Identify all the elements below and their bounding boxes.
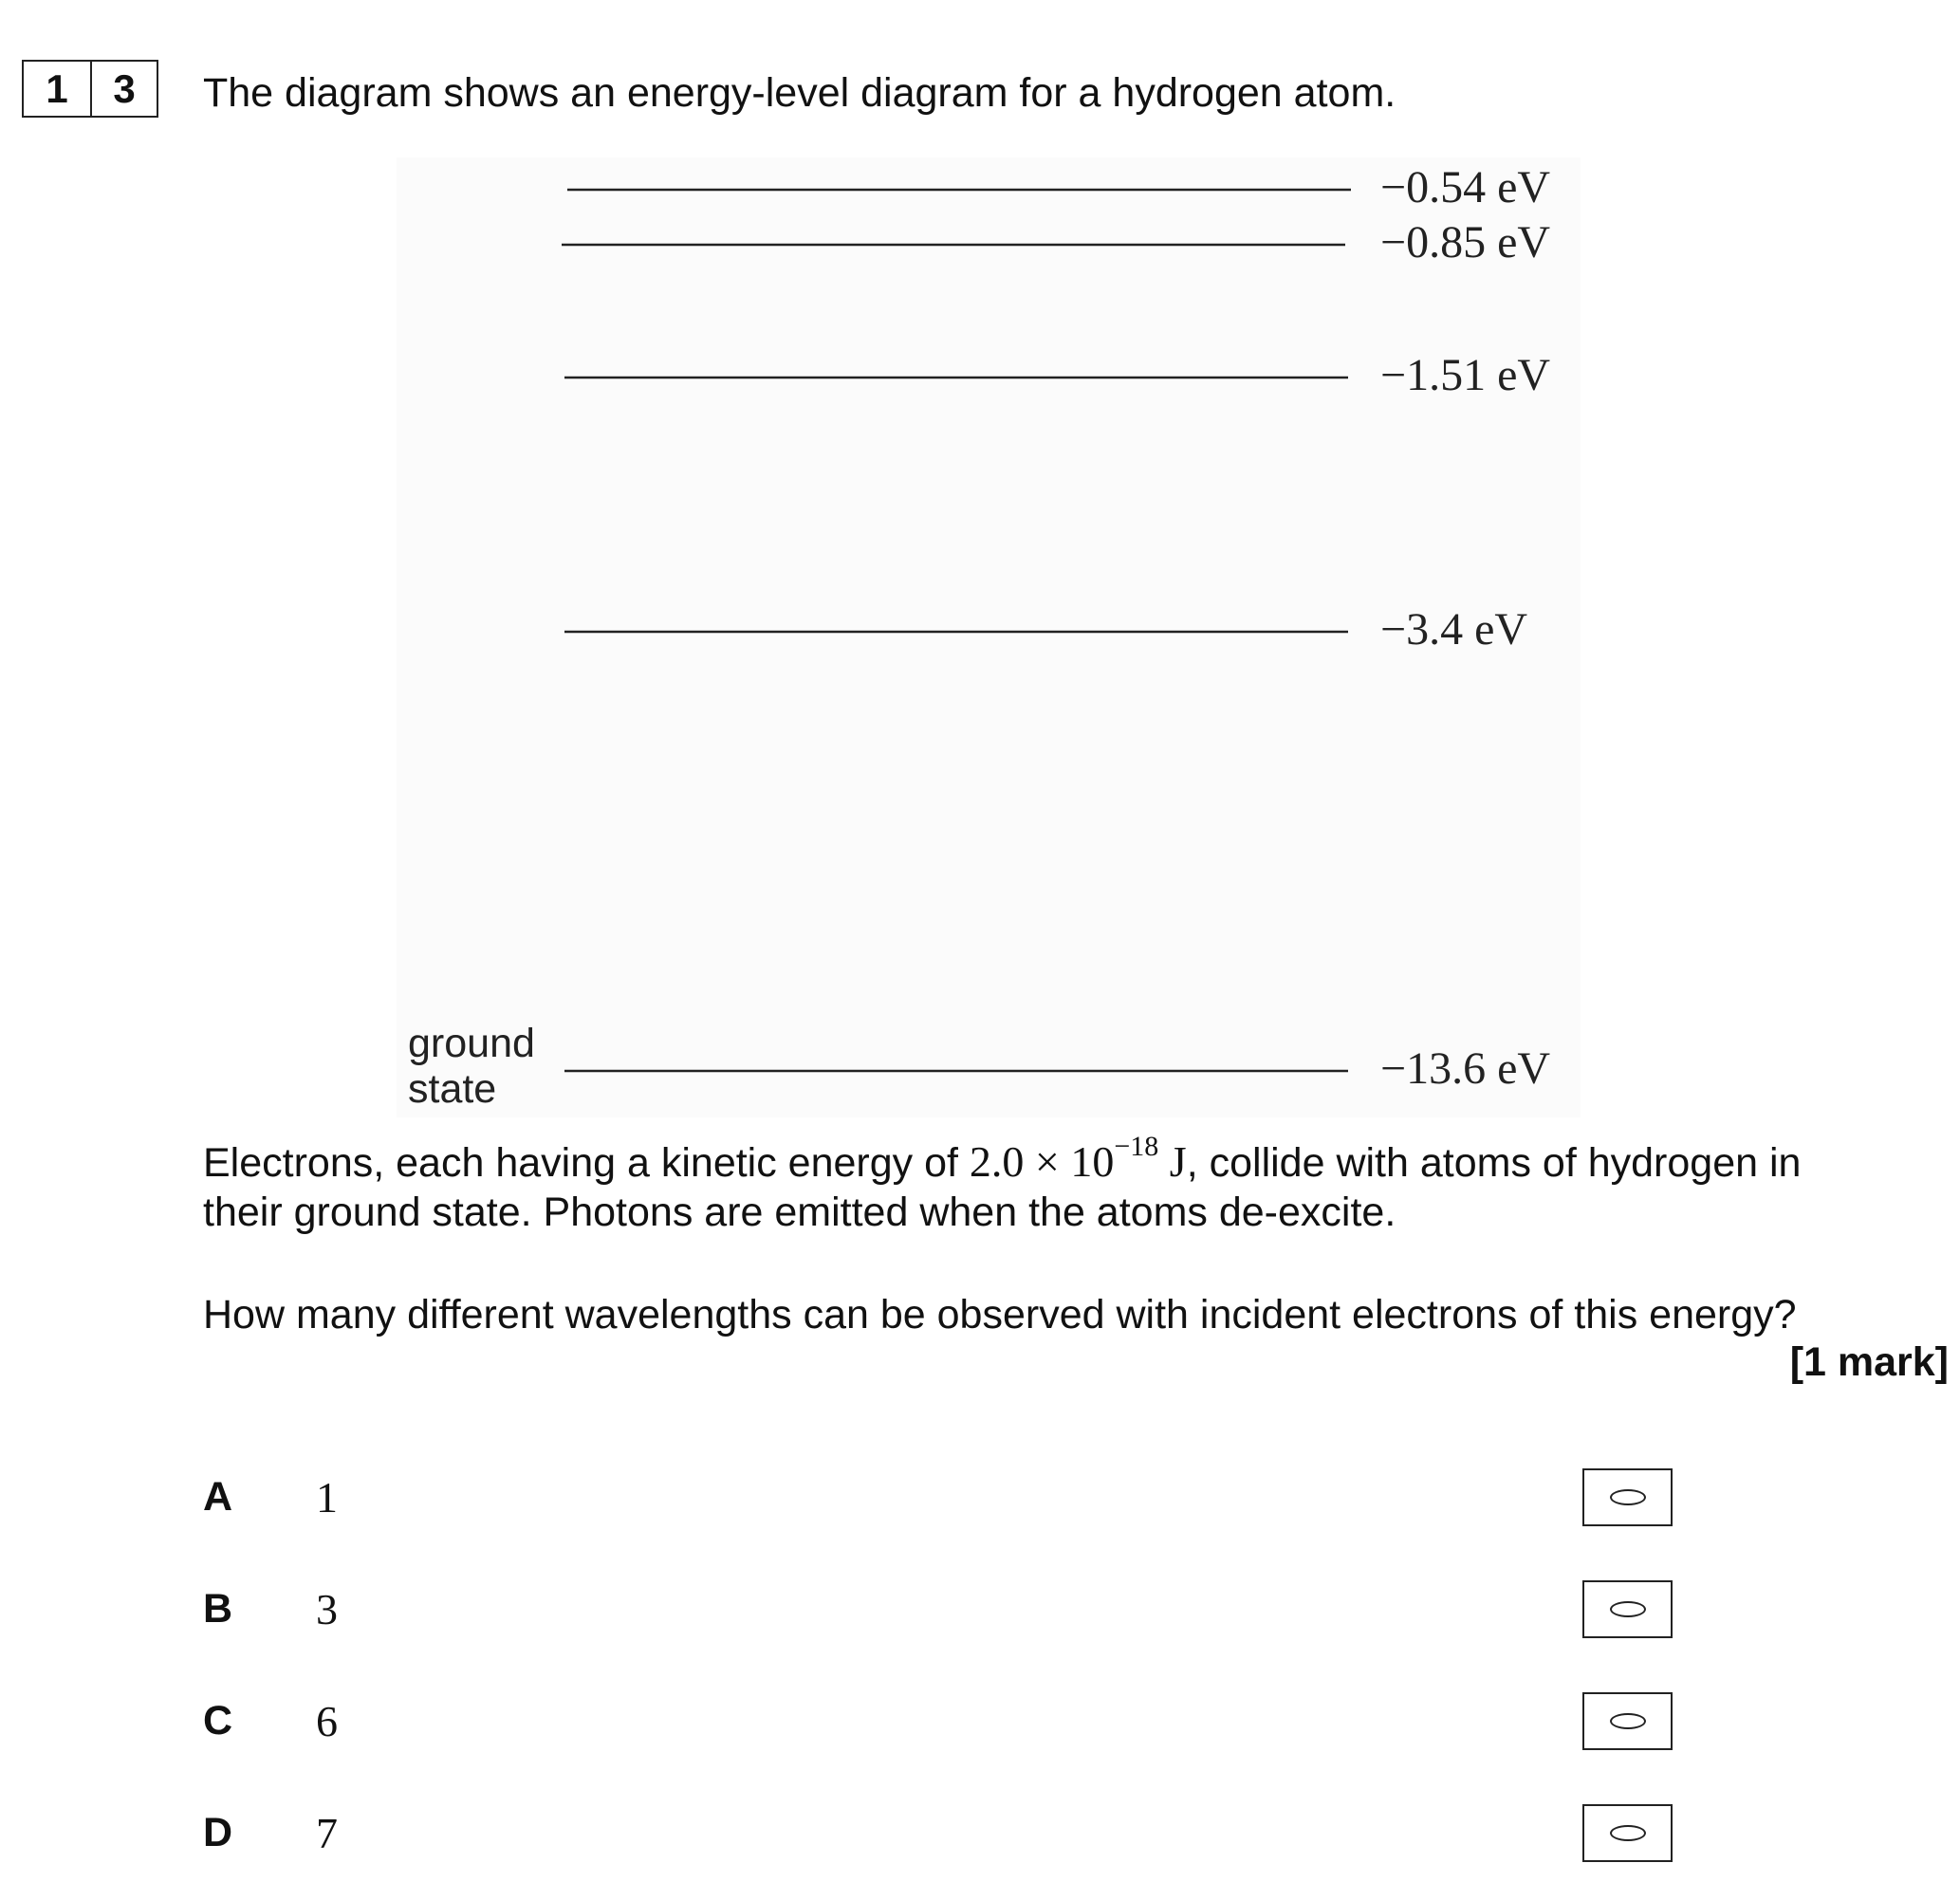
- answer-oval-icon: [1610, 1489, 1646, 1505]
- math-value: 2.0 × 10: [969, 1137, 1115, 1186]
- paragraph-line-2: their ground state. Photons are emitted when the atoms de-excite.: [203, 1190, 1396, 1235]
- option-d-answer-box[interactable]: [1582, 1804, 1673, 1862]
- level-label-1: −0.85 eV: [1380, 217, 1551, 267]
- ground-state-label-line1: ground: [408, 1021, 535, 1066]
- answer-oval-icon: [1610, 1601, 1646, 1617]
- level-label-3: −3.4 eV: [1380, 604, 1528, 655]
- option-a-answer-box[interactable]: [1582, 1468, 1673, 1526]
- option-letter: A: [203, 1474, 233, 1520]
- ground-state-label: [408, 1021, 535, 1112]
- option-letter: C: [203, 1698, 233, 1743]
- level-label-ground: −13.6 eV: [1380, 1043, 1551, 1094]
- question-number-digit-2: 3: [90, 62, 157, 116]
- option-c-answer-box[interactable]: [1582, 1692, 1673, 1750]
- marks-label: [1 mark]: [1789, 1339, 1949, 1385]
- level-label-0: −0.54 eV: [1380, 162, 1551, 212]
- level-label-2: −1.51 eV: [1380, 350, 1551, 400]
- option-value: 3: [316, 1585, 338, 1633]
- option-letter: D: [203, 1810, 233, 1855]
- ground-state-label-line2: state: [408, 1066, 497, 1112]
- paragraph-line-1: [203, 1131, 1802, 1192]
- option-value: 1: [316, 1473, 338, 1522]
- answer-oval-icon: [1610, 1825, 1646, 1841]
- option-value: 6: [316, 1697, 338, 1745]
- question-prompt: How many different wavelengths can be observed with incident electrons of this energy?: [203, 1292, 1797, 1337]
- option-b-answer-box[interactable]: [1582, 1580, 1673, 1638]
- question-number-digit-1: 1: [46, 65, 68, 111]
- question-intro: The diagram shows an energy-level diagram for a hydrogen atom.: [203, 70, 1396, 116]
- answer-oval-icon: [1610, 1713, 1646, 1729]
- math-exponent: −18: [1114, 1131, 1159, 1162]
- option-letter: B: [203, 1586, 233, 1632]
- paragraph-text-b: , collide with atoms of hydrogen in: [1186, 1140, 1802, 1186]
- option-value: 7: [316, 1809, 338, 1857]
- math-unit: J: [1158, 1137, 1187, 1186]
- paragraph-text-a: Electrons, each having a kinetic energy of: [203, 1140, 970, 1186]
